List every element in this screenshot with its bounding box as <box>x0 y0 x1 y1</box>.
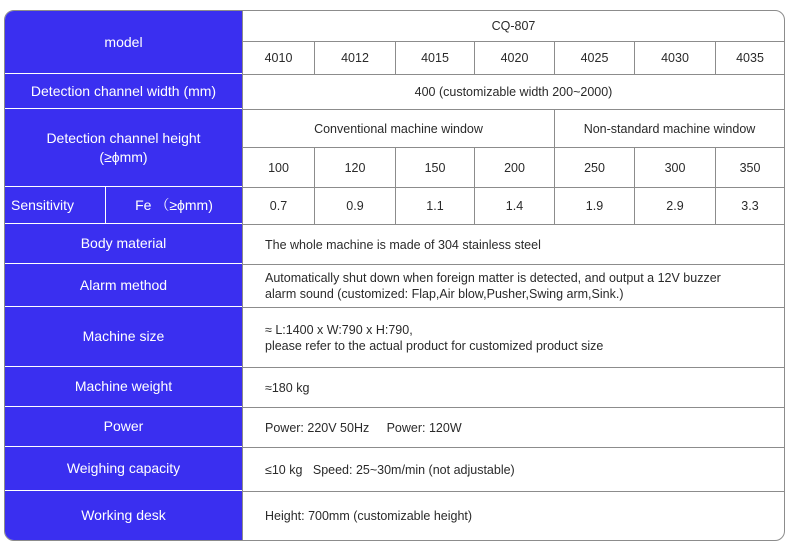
machine-size-line1: ≈ L:1400 x W:790 x H:790, <box>265 322 413 337</box>
model-4020: 4020 <box>500 51 529 65</box>
label-channel-width: Detection channel width (mm) <box>5 74 242 109</box>
label-channel-height-line1: Detection channel height <box>46 129 201 146</box>
label-machine-size: Machine size <box>5 307 242 367</box>
machine-weight-value: ≈180 kg <box>265 380 310 395</box>
label-channel-height-line2: (≥ϕmm) <box>99 148 148 165</box>
machine-size-line2: please refer to the actual product for customized product size <box>265 338 604 353</box>
label-working-desk: Working desk <box>5 491 242 540</box>
machine-size-value <box>243 308 784 367</box>
height-value: 120 <box>344 160 366 175</box>
sensitivity-value: 1.1 <box>426 199 444 213</box>
label-body-material: Body material <box>5 224 242 264</box>
sensitivity-value: 0.9 <box>346 199 364 213</box>
model-4035: 4035 <box>736 51 764 65</box>
model-value: CQ-807 <box>491 19 536 33</box>
height-value: 100 <box>268 160 289 175</box>
sensitivity-value: 2.9 <box>666 199 684 213</box>
power-value: Power: 220V 50Hz Power: 120W <box>265 420 462 435</box>
sensitivity-value: 1.4 <box>505 199 524 213</box>
sensitivity-value: 3.3 <box>741 199 759 213</box>
sensitivity-value: 1.9 <box>585 199 604 213</box>
label-model: model <box>5 11 242 74</box>
height-value: 250 <box>584 160 605 175</box>
working-desk-value: Height: 700mm (customizable height) <box>265 509 473 523</box>
height-value: 300 <box>664 160 686 175</box>
model-4010: 4010 <box>264 51 293 65</box>
height-value: 150 <box>424 160 446 175</box>
weighing-capacity-value: ≤10 kg Speed: 25~30m/min (not adjustable) <box>265 462 515 477</box>
label-machine-weight: Machine weight <box>5 367 242 407</box>
spec-table <box>4 10 785 541</box>
model-4030: 4030 <box>661 51 689 65</box>
label-channel-height <box>5 109 242 187</box>
model-4012: 4012 <box>341 51 369 65</box>
alarm-method-line2: alarm sound (customized: Flap,Air blow,Pusher,Swing arm,Sink.) <box>265 287 624 301</box>
body-material-value: The whole machine is made of 304 stainless steel <box>265 237 541 252</box>
label-power: Power <box>5 407 242 447</box>
label-weighing-capacity: Weighing capacity <box>5 447 242 491</box>
label-sensitivity: Sensitivity <box>5 187 106 224</box>
model-4025: 4025 <box>580 51 609 65</box>
label-fe: Fe （≥ϕmm) <box>106 187 242 224</box>
alarm-method-value <box>243 265 784 307</box>
label-alarm-method: Alarm method <box>5 264 242 307</box>
model-4015: 4015 <box>421 51 449 65</box>
height-value: 350 <box>739 160 761 175</box>
height-value: 200 <box>504 160 525 175</box>
conventional-window: Conventional machine window <box>314 121 483 136</box>
alarm-method-line1: Automatically shut down when foreign matter is detected, and output a 12V buzzer <box>265 271 721 285</box>
nonstandard-window: Non-standard machine window <box>583 121 756 136</box>
channel-width-value: 400 (customizable width 200~2000) <box>414 85 613 99</box>
sensitivity-value: 0.7 <box>269 199 288 213</box>
